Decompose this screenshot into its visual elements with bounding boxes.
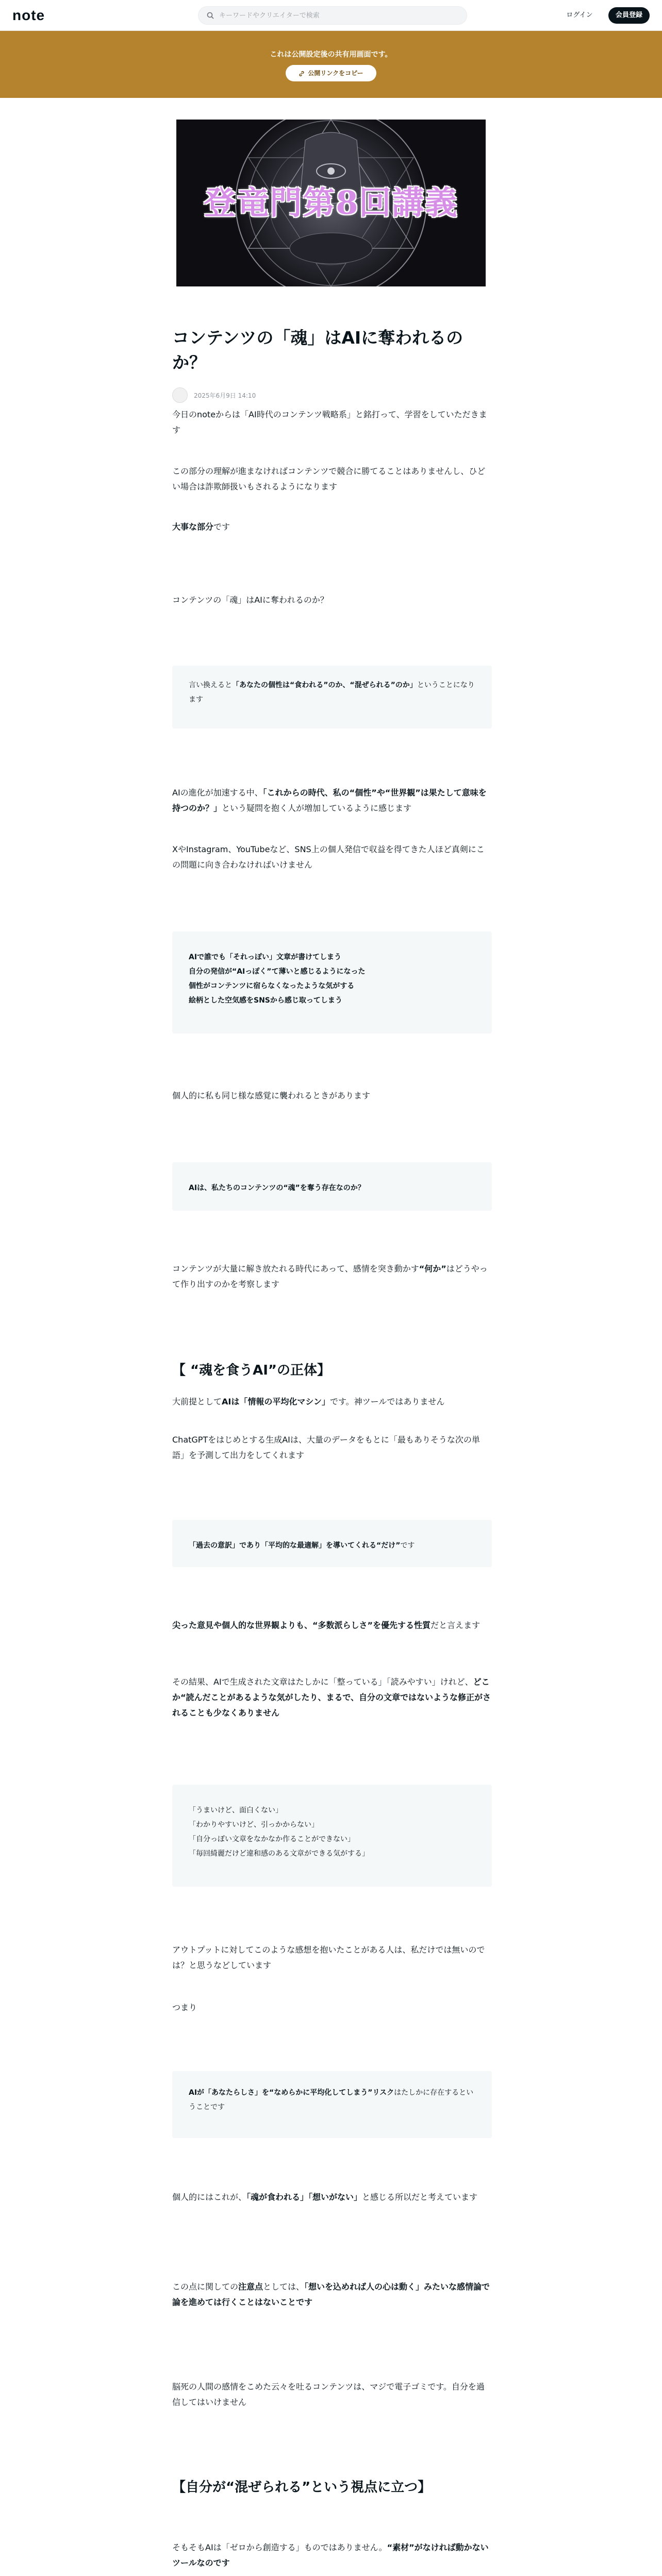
paragraph — [172, 1618, 492, 1633]
paragraph: 今日のnoteからは「AI時代のコンテンツ戦略系」と銘打って、学習をしていただきます — [172, 410, 487, 435]
paragraph: ChatGPTをはじめとする生成AIは、大量のデータをもとに「最もありそうな次の単語」を予測して出力をしてくれます — [172, 1435, 480, 1460]
paragraph: アウトプットに対してこのような感想を抱いたことがある人は、私だけでは無いのでは？と思うなどしています — [172, 1945, 485, 1970]
quote-line: 「毎回綺麗だけど違和感のある文章ができる気がする」 — [189, 1850, 369, 1858]
hero-title: 登竜門第8回講義 — [204, 184, 458, 222]
text: ということになります — [189, 681, 475, 704]
quote-block — [172, 666, 492, 728]
quote-line: AIで誰でも「それっぽい」文章が書けてしまう — [189, 953, 342, 961]
quote-line: 「自分っぽい文章をなかなか作ることができない」 — [189, 1835, 355, 1843]
text: この点に関しての — [172, 2282, 239, 2292]
search-input[interactable] — [219, 7, 456, 24]
article-header-image — [176, 120, 486, 286]
text: AIの進化が加速する中、 — [172, 788, 263, 798]
text: と感じる所以だと考えています — [362, 2192, 478, 2202]
paragraph: この部分の理解が進まなければコンテンツで競合に勝てることはありませんし、ひどい場合は詐欺師扱いもされるようになります — [172, 466, 486, 492]
text: はたしかに存在するということです — [189, 2089, 474, 2111]
article-title: コンテンツの「魂」はAIに奪われるのか？ — [172, 328, 464, 372]
text: コンテンツが大量に解き放たれる時代にあって、感情を突き動かす — [172, 1264, 419, 1274]
bold-text: AIは「情報の平均化マシン」 — [222, 1397, 330, 1406]
quote-line: 絵柄とした空気感をSNSから感じ取ってしまう — [189, 996, 342, 1005]
quote-block — [172, 1785, 492, 1887]
paragraph: つまり — [172, 2003, 197, 2012]
paragraph — [172, 1674, 492, 1721]
paragraph: コンテンツの「魂」はAIに奪われるのか？ — [172, 595, 328, 605]
bold-text: AIが「あなたらしさ」を“なめらかに平均化してしまう”リスク — [189, 2089, 394, 2097]
section-heading: 【 “魂を食うAI”の正体】 — [172, 1363, 331, 1378]
author-avatar[interactable] — [172, 387, 188, 403]
bold-text: 「過去の意訳」であり「平均的な最適解」を導いてくれる“だけ” — [189, 1541, 401, 1550]
text: 大前提として — [172, 1397, 222, 1406]
publish-date: 2025年6月9日 14:10 — [194, 392, 256, 399]
paragraph: XやInstagram、YouTubeなど、SNS上の個人発信で収益を得てきた人ほど真剣にこの問題に向き合わなければいけません — [172, 844, 485, 870]
article-meta — [172, 387, 492, 403]
quote-block — [172, 2071, 492, 2138]
login-button[interactable]: ログイン — [566, 11, 593, 19]
search-icon — [207, 12, 214, 19]
article-body — [172, 326, 492, 403]
quote-line: 「うまいけど、面白くない」 — [189, 1806, 283, 1815]
paragraph — [172, 2279, 492, 2310]
quote-line: 「わかりやすいけど、引っかからない」 — [189, 1821, 319, 1829]
signup-button[interactable]: 会員登録 — [608, 7, 650, 24]
text: です — [400, 1541, 415, 1550]
text: そもそもAIは「ゼロから創造する」ものではありません。 — [172, 2543, 387, 2552]
note-logo[interactable]: note — [12, 7, 45, 23]
quote-block — [172, 1520, 492, 1567]
search-bar[interactable] — [198, 6, 467, 25]
bold-text: 「魂が食われる」「想いがない」 — [246, 2192, 362, 2202]
bold-text: “多数派らしさ”を優先する性質 — [312, 1620, 431, 1630]
text: です。神ツールではありません — [329, 1397, 445, 1406]
text: という疑問を抱く人が増加しているように感じます — [222, 803, 412, 813]
bold-text: 「想いを込めれば人の心は動く」みたいな感情論で論を進めては行くことはないことです — [172, 2282, 490, 2307]
paragraph — [172, 785, 492, 816]
quote-line: 個性がコンテンツに宿らなくなったような気がする — [189, 982, 355, 990]
text: としては、 — [263, 2282, 305, 2292]
bold-text: AIは、私たちのコンテンツの“魂”を奪う存在なのか？ — [189, 1184, 365, 1192]
text: 個人的にはこれが、 — [172, 2192, 247, 2202]
paragraph — [172, 519, 492, 535]
paragraph — [172, 1394, 492, 1410]
bold-text: “素材”がなければ動かないツールなのです — [172, 2543, 489, 2568]
bold-text: 「あなたの個性は“食われる”のか、“混ぜられる”のか」 — [232, 681, 417, 689]
link-icon — [299, 71, 305, 77]
bold-text: 「これからの時代、私の“個性”や“世界観”は果たして意味を持つのか？」 — [172, 788, 487, 813]
paragraph: 脳死の人間の感情をこめた云々を吐るコンテンツは、マジで電子ゴミです。自分を過信してはいけません — [172, 2382, 485, 2407]
bold-text: 注意点 — [238, 2282, 263, 2292]
paragraph — [172, 1261, 492, 1292]
text: 言い換えると — [189, 681, 232, 689]
paragraph — [172, 2540, 492, 2571]
text: その結果、AIで生成された文章はたしかに「整っている」「読みやすい」けれど、 — [172, 1677, 473, 1687]
site-header — [0, 0, 662, 31]
section-heading: 【自分が“混ぜられる”という視点に立つ】 — [172, 2480, 432, 2495]
share-banner — [0, 31, 662, 98]
bold-text: どこか“読んだことがあるような気がしたり、まるで、自分の文章ではないような修正がされることも少なくありません — [172, 1677, 491, 1718]
copy-public-link-label: 公開リンクをコピー — [308, 70, 363, 77]
bold-text: 尖った意見や個人的な世界観よりも、 — [172, 1620, 313, 1630]
quote-block — [172, 931, 492, 1033]
bold-text: 大事な部分 — [172, 522, 214, 532]
paragraph — [172, 2190, 492, 2205]
quote-block — [172, 1162, 492, 1211]
copy-public-link-button[interactable] — [286, 65, 376, 81]
paragraph: 個人的に私も同じ様な感覚に襲われるときがあります — [172, 1091, 371, 1100]
text: だと言えます — [431, 1620, 481, 1630]
text: はどうやって作り出すのかを考察します — [172, 1264, 488, 1289]
quote-line: 自分の発信が“AIっぽく”て薄いと感じるようになった — [189, 968, 366, 976]
bold-text: “何か” — [419, 1264, 446, 1274]
text: です — [213, 522, 230, 532]
share-banner-message: これは公開設定後の共有用画面です。 — [270, 50, 392, 59]
